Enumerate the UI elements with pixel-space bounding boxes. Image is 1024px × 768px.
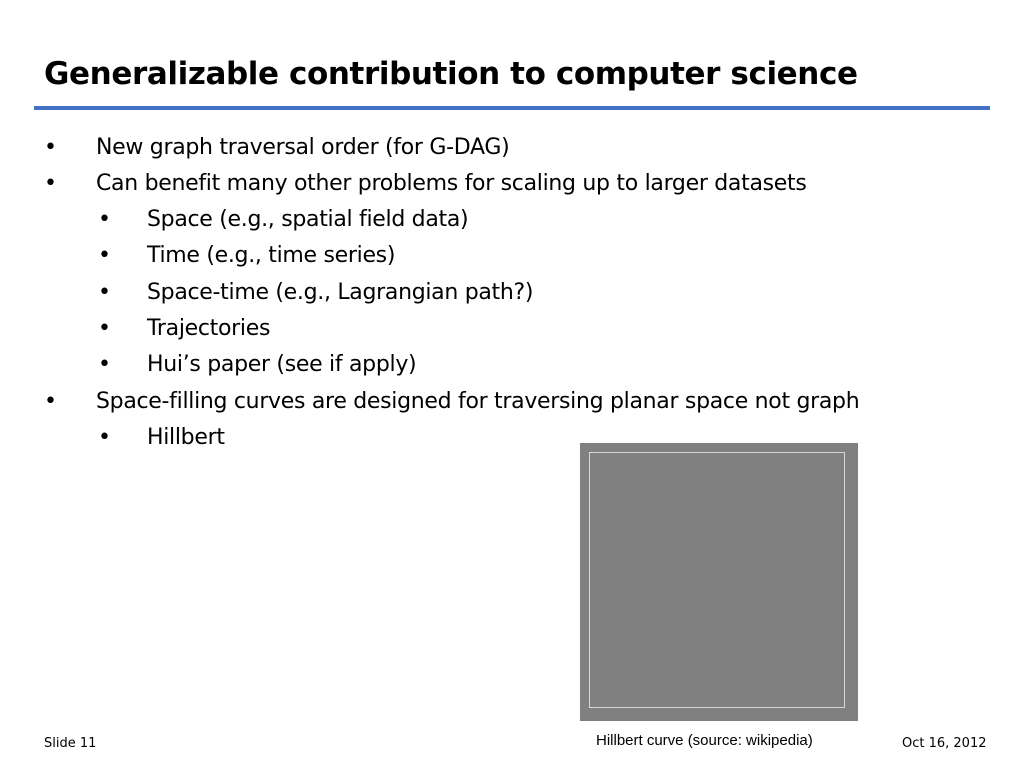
bullet-dot: •	[44, 389, 57, 414]
bullet-dot: •	[98, 280, 111, 305]
hilbert-curve-image	[580, 443, 858, 721]
sub-bullet-text: Hui’s paper (see if apply)	[147, 352, 417, 377]
slide-title: Generalizable contribution to computer science	[44, 56, 858, 92]
sub-bullet-text: Time (e.g., time series)	[147, 243, 396, 268]
bullet-text: Space-filling curves are designed for traversing planar space not graph	[96, 389, 860, 414]
sub-bullet-text: Space-time (e.g., Lagrangian path?)	[147, 280, 534, 305]
slide-number: Slide 11	[44, 736, 97, 751]
bullet-text: New graph traversal order (for G-DAG)	[96, 135, 510, 160]
bullet-dot: •	[98, 207, 111, 232]
bullet-dot: •	[98, 352, 111, 377]
bullet-dot: •	[98, 243, 111, 268]
bullet-dot: •	[98, 316, 111, 341]
bullet-dot: •	[44, 135, 57, 160]
bullet-dot: •	[98, 425, 111, 450]
bullet-dot: •	[44, 171, 57, 196]
bullet-text: Can benefit many other problems for scaling up to larger datasets	[96, 171, 807, 196]
title-underline	[34, 106, 990, 110]
sub-bullet-text: Hillbert	[147, 425, 225, 450]
image-frame	[589, 452, 845, 708]
sub-bullet-text: Trajectories	[147, 316, 271, 341]
slide-date: Oct 16, 2012	[902, 736, 987, 751]
figure-caption: Hillbert curve (source: wikipedia)	[596, 732, 813, 749]
sub-bullet-text: Space (e.g., spatial field data)	[147, 207, 469, 232]
